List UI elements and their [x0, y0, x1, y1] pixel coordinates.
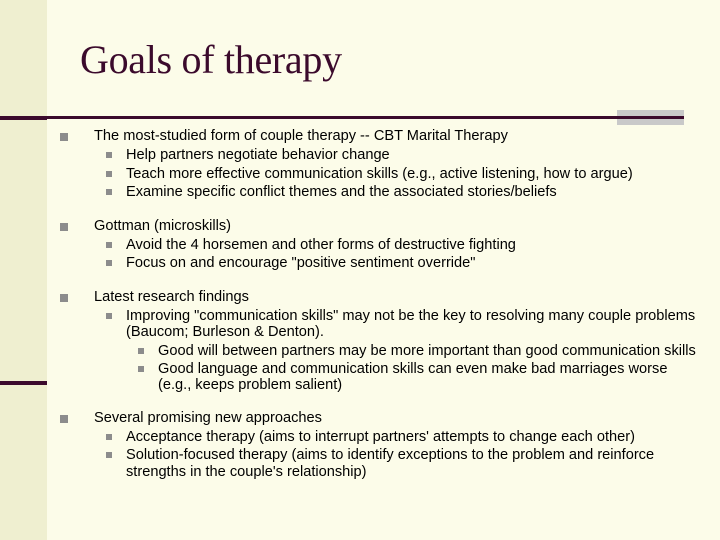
square-bullet-icon	[60, 294, 68, 302]
sub-bullet-item	[94, 166, 700, 183]
left-decorative-band	[0, 0, 47, 540]
sub-bullet-item	[94, 447, 700, 480]
bullet-text: Gottman (microskills)	[94, 217, 232, 234]
sub-sub-bullet-text: Good language and communication skills can even make bad marriages worse (e.g., keeps problem salient)	[158, 360, 668, 393]
sub-bullet-text: Help partners negotiate behavior change	[126, 147, 390, 163]
sub-bullet-item	[94, 308, 700, 393]
slide-title: Goals of therapy	[80, 37, 342, 82]
bullet-text: Latest research findings	[94, 288, 249, 305]
sub-sub-bullet-item	[126, 343, 700, 359]
sub-bullet-text: Teach more effective communication skills (e.g., active listening, how to argue)	[126, 165, 633, 182]
square-bullet-icon	[106, 313, 112, 319]
sub-bullet-text: Focus on and encourage "positive sentiment override"	[126, 255, 476, 271]
bullet-text: The most-studied form of couple therapy -- CBT Marital Therapy	[94, 128, 508, 144]
square-bullet-icon	[106, 171, 112, 177]
bullet-text: Several promising new approaches	[94, 409, 322, 426]
square-bullet-icon	[138, 348, 144, 354]
bullet-item	[60, 409, 700, 481]
title-rule-shadow-lower	[617, 119, 684, 125]
left-band-accent-bar	[0, 116, 47, 120]
bullet-item	[60, 288, 700, 393]
square-bullet-icon	[106, 434, 112, 440]
slide-body	[60, 127, 700, 480]
square-bullet-icon	[60, 415, 68, 423]
bullet-item	[60, 217, 700, 272]
square-bullet-icon	[60, 133, 68, 141]
sub-bullet-text: Solution-focused therapy (aims to identify exceptions to the problem and reinforce strengths in the couple's relationship)	[126, 447, 655, 480]
sub-bullet-text: Avoid the 4 horsemen and other forms of destructive fighting	[126, 236, 516, 253]
sub-bullet-item	[94, 147, 700, 164]
sub-bullet-item	[94, 184, 700, 201]
sub-bullet-item	[94, 237, 700, 254]
sub-bullet-text: Acceptance therapy (aims to interrupt partners' attempts to change each other)	[126, 428, 635, 445]
sub-sub-bullet-text: Good will between partners may be more important than good communication skills	[158, 342, 696, 359]
sub-bullet-item	[94, 255, 700, 272]
title-rule	[47, 116, 684, 119]
square-bullet-icon	[106, 452, 112, 458]
sub-sub-bullet-item	[126, 361, 700, 393]
sub-bullet-text: Improving "communication skills" may not be the key to resolving many couple problems (Baucom; Burleson & Denton).	[126, 307, 696, 340]
square-bullet-icon	[106, 152, 112, 158]
square-bullet-icon	[106, 260, 112, 266]
square-bullet-icon	[60, 223, 68, 231]
bullet-item	[60, 127, 700, 201]
square-bullet-icon	[138, 366, 144, 372]
sub-bullet-item	[94, 429, 700, 446]
left-band-bottom-bar	[0, 381, 47, 385]
square-bullet-icon	[106, 242, 112, 248]
square-bullet-icon	[106, 189, 112, 195]
sub-bullet-text: Examine specific conflict themes and the associated stories/beliefs	[126, 184, 557, 200]
